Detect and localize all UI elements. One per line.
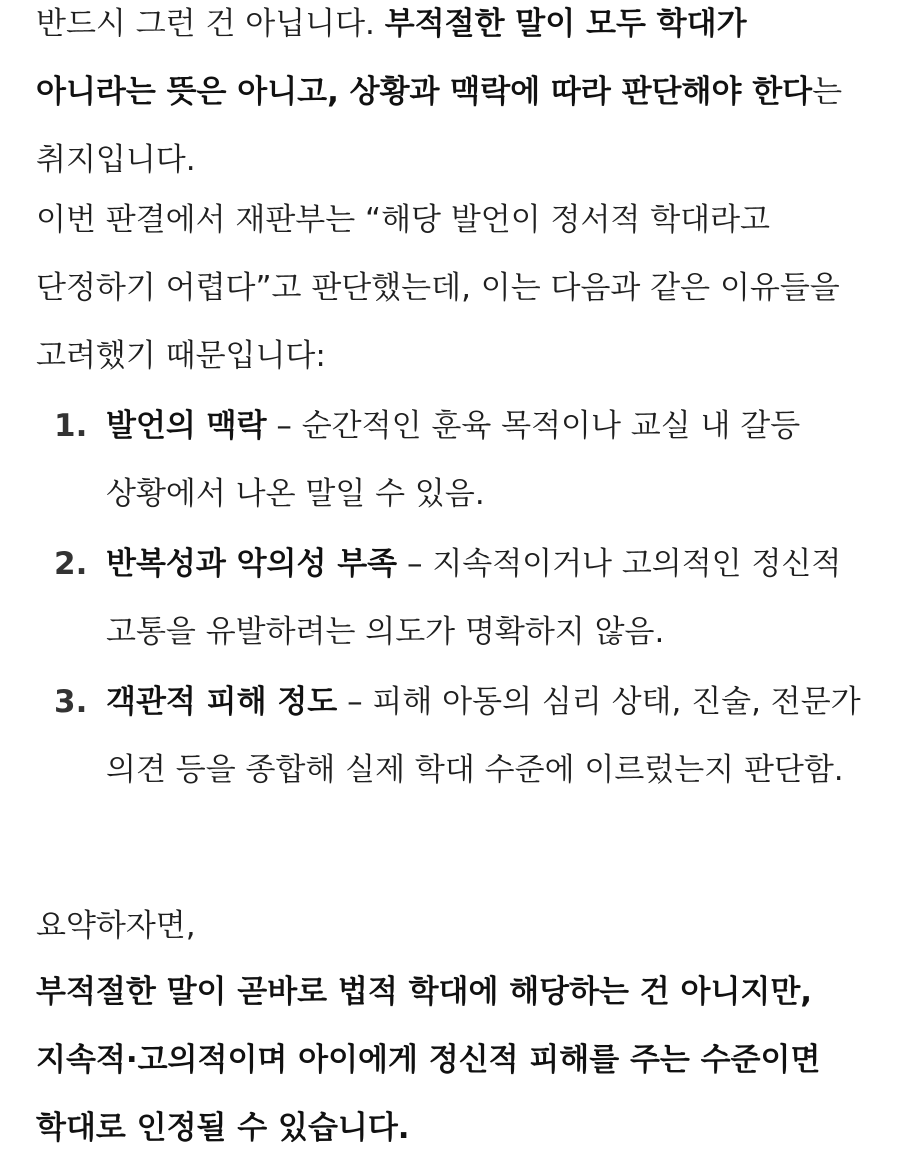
list-item-desc: – 순간적인 훈육 목적이나 교실 내 갈등 상황에서 나온 말일 수 있음. [106, 408, 801, 512]
summary-paragraph [36, 958, 868, 1162]
list-item-title: 반복성과 악의성 부족 [106, 546, 398, 582]
summary-emphasis: 부적절한 말이 곧바로 법적 학대에 해당하는 건 아니지만, 지속적·고의적이며 아이에게 정신적 피해를 주는 수준이면 학대로 인정될 수 있습니다. [36, 974, 821, 1146]
list-number: 1. [54, 408, 88, 444]
intro-paragraph [36, 0, 868, 194]
intro-lead: 반드시 그런 건 아닙니다. [36, 6, 385, 42]
summary-label-text: 요약하자면, [36, 908, 196, 944]
list-number: 3. [54, 684, 88, 720]
list-item [36, 668, 868, 804]
list-item-title: 객관적 피해 정도 [106, 684, 338, 720]
reasons-list [36, 392, 868, 806]
list-item-title: 발언의 맥락 [106, 408, 267, 444]
list-item-desc: – 피해 아동의 심리 상태, 진술, 전문가 의견 등을 종합해 실제 학대 수준에 이르렀는지 판단함. [106, 684, 861, 788]
ruling-text: 이번 판결에서 재판부는 “해당 발언이 정서적 학대라고 단정하기 어렵다”고 판단했는데, 이는 다음과 같은 이유들을 고려했기 때문입니다: [36, 202, 840, 374]
list-item [36, 530, 868, 666]
intro-emphasis: 부적절한 말이 모두 학대가 아니라는 뜻은 아니고, 상황과 맥락에 따라 판단해야 한다 [36, 6, 813, 110]
list-number: 2. [54, 546, 88, 582]
summary-label [36, 892, 868, 960]
ruling-paragraph [36, 186, 868, 390]
list-item [36, 392, 868, 528]
intro-tail: 는 취지입니다. [36, 74, 843, 178]
list-item-desc: – 지속적이거나 고의적인 정신적 고통을 유발하려는 의도가 명확하지 않음. [106, 546, 842, 650]
